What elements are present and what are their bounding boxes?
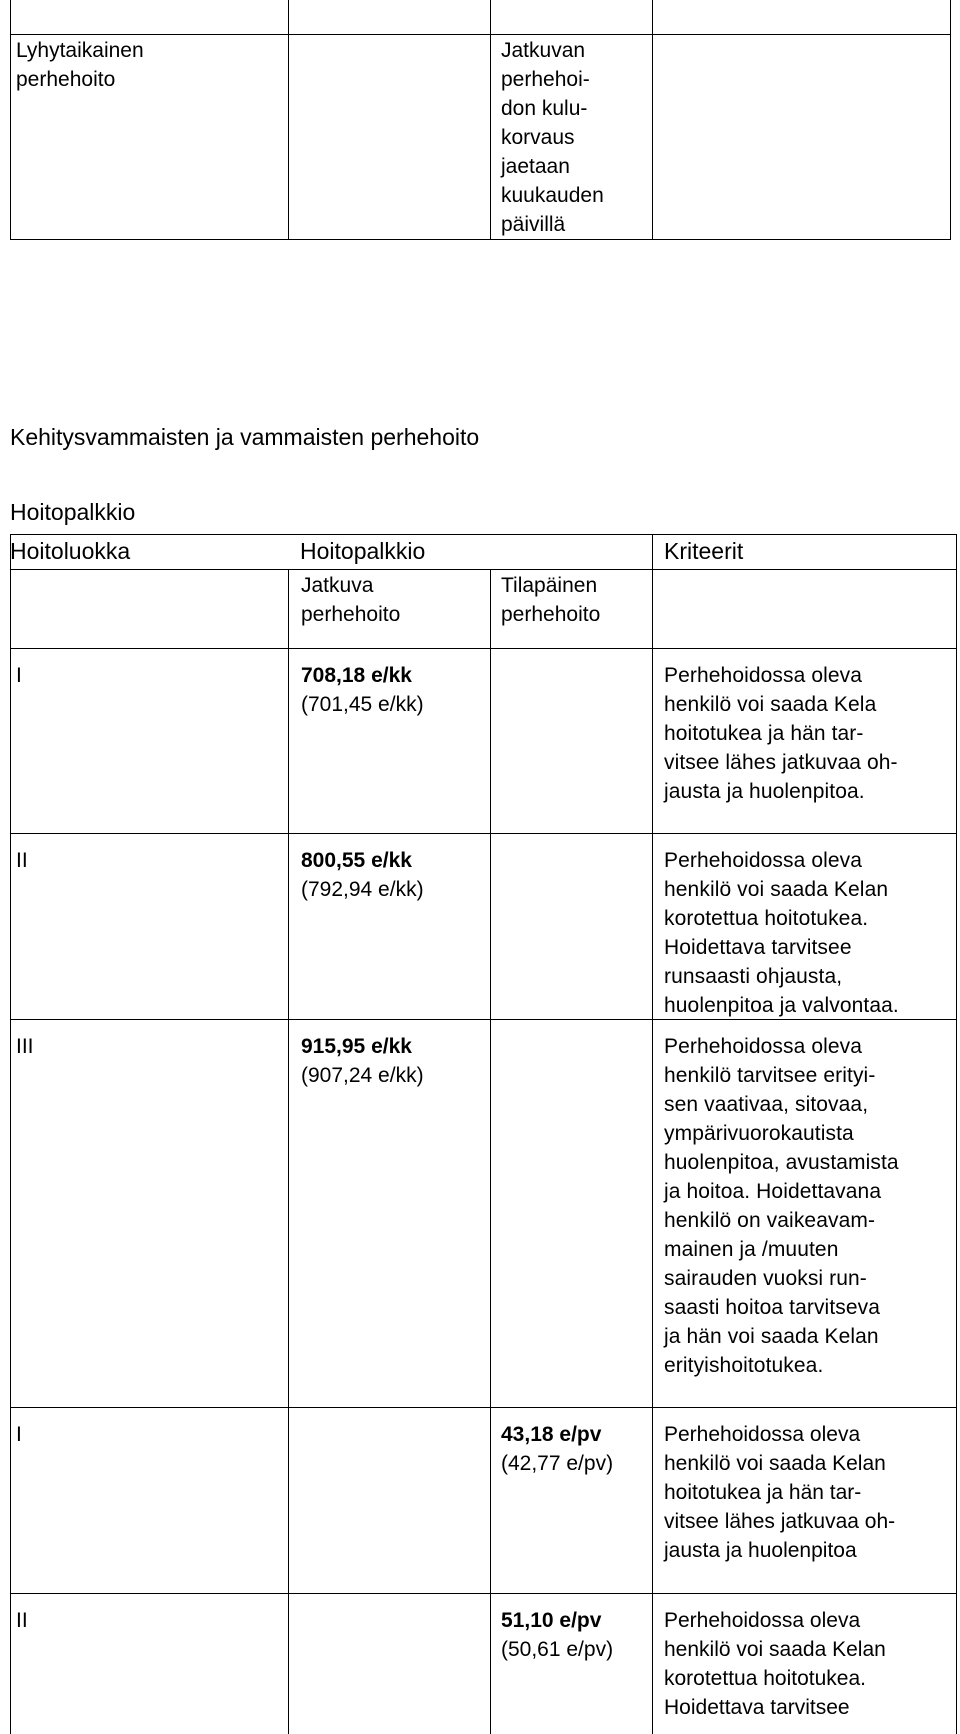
row-1-continuous-previous: (701,45 e/kk): [301, 693, 424, 716]
row-2-continuous-fee: 800,55 e/kk: [301, 849, 412, 872]
row-3-criteria: Perhehoidossa oleva henkilö tarvitsee erityi- sen vaativaa, sitovaa, ympärivuorokautista huolenpitoa, avustamista ja hoitoa. Hoidettavana henkilö on vaikeavam- mainen ja /muuten sairauden vuoksi run- saasti hoitoa tarvitseva ja hän voi saada Kelan erityishoitotukea.: [664, 1035, 899, 1377]
header-continuous: Jatkuva perhehoito: [301, 574, 401, 626]
table-border-right: [956, 534, 957, 1734]
subsection-title: Hoitopalkkio: [10, 499, 136, 525]
table-divider-criteria: [652, 534, 653, 1734]
top-table-bottom-line: [10, 239, 951, 240]
table-row-line-3: [10, 1407, 957, 1408]
row-3-continuous-previous: (907,24 e/kk): [301, 1064, 424, 1087]
row-5-criteria: Perhehoidossa oleva henkilö voi saada Kelan korotettua hoitotukea. Hoidettava tarvitsee: [664, 1609, 886, 1719]
top-table-divider-2: [490, 0, 491, 240]
row-5-temporary-previous: (50,61 e/pv): [501, 1638, 614, 1661]
header-temporary: Tilapäinen perhehoito: [501, 574, 601, 626]
table-row-line-4: [10, 1593, 957, 1594]
table-divider-fee: [490, 569, 491, 1734]
row-4-criteria: Perhehoidossa oleva henkilö voi saada Kelan hoitotukea ja hän tar- vitsee lähes jatkuvaa oh- jausta ja huolenpitoa: [664, 1423, 896, 1562]
table-top-line: [10, 534, 957, 535]
row-3-continuous-fee: 915,95 e/kk: [301, 1035, 412, 1058]
table-header-line: [10, 569, 957, 570]
header-class: Hoitoluokka: [10, 538, 131, 564]
table-row-line-1: [10, 833, 957, 834]
top-table-left-cell: Lyhytaikainen perhehoito: [16, 39, 144, 91]
row-2-class: II: [16, 849, 28, 872]
table-subheader-line: [10, 648, 957, 649]
row-4-temporary-previous: (42,77 e/pv): [501, 1452, 614, 1475]
header-criteria: Kriteerit: [664, 538, 744, 564]
row-5-class: II: [16, 1609, 28, 1632]
table-divider-class: [288, 569, 289, 1734]
row-5-temporary-fee: 51,10 e/pv: [501, 1609, 602, 1632]
top-table-row-line: [10, 34, 951, 35]
top-table-divider-3: [652, 0, 653, 240]
row-4-temporary-fee: 43,18 e/pv: [501, 1423, 602, 1446]
row-2-criteria: Perhehoidossa oleva henkilö voi saada Kelan korotettua hoitotukea. Hoidettava tarvitsee runsaasti ohjausta, huolenpitoa ja valvontaa.: [664, 849, 899, 1017]
row-2-continuous-previous: (792,94 e/kk): [301, 878, 424, 901]
row-4-class: I: [16, 1423, 22, 1446]
row-3-class: III: [16, 1035, 34, 1058]
top-table-border-right: [950, 0, 951, 240]
header-fee: Hoitopalkkio: [300, 538, 426, 564]
row-1-criteria: Perhehoidossa oleva henkilö voi saada Kela hoitotukea ja hän tar- vitsee lähes jatkuvaa oh- jausta ja huolenpitoa.: [664, 664, 898, 803]
top-table-border-left: [10, 0, 11, 240]
top-table-middle-cell: Jatkuvan perhehoi- don kulu- korvaus jaetaan kuukauden päivillä: [501, 39, 604, 236]
top-table-divider-1: [288, 0, 289, 240]
row-1-continuous-fee: 708,18 e/kk: [301, 664, 412, 687]
section-title: Kehitysvammaisten ja vammaisten perhehoito: [10, 424, 480, 450]
table-border-left: [10, 534, 11, 1734]
row-1-class: I: [16, 664, 22, 687]
